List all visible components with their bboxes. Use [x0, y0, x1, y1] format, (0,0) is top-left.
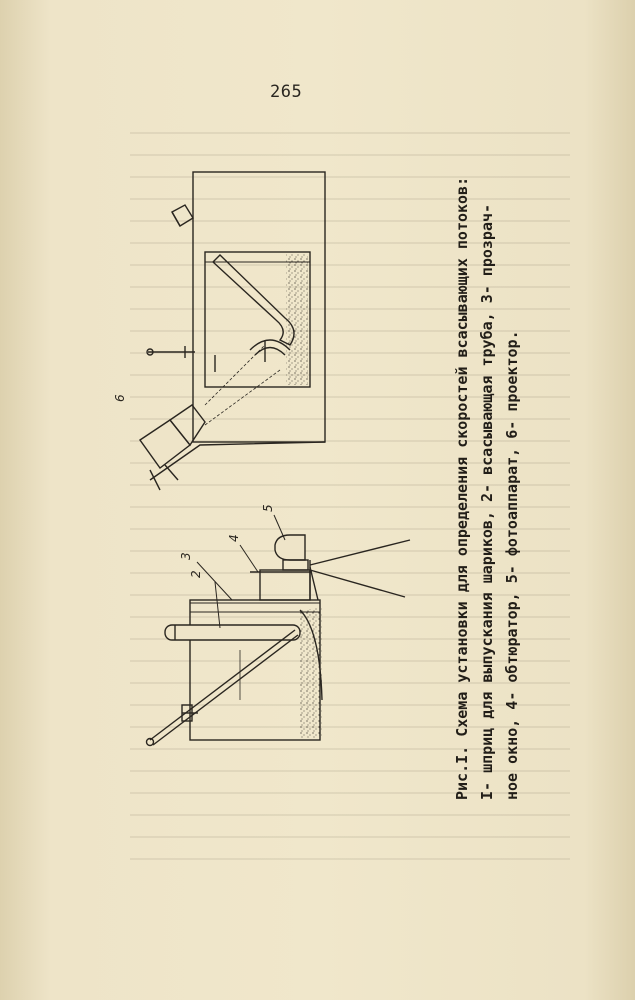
tube-end-edge [172, 212, 180, 226]
leader-tube [197, 562, 232, 600]
sand-layer-upper [286, 254, 308, 385]
light-beam [205, 345, 280, 425]
label-syringe: 2 [189, 570, 203, 578]
caption-line-3: ное окно, 4- обтюратор, 5- фотоаппарат, 6- проектор. [503, 330, 521, 800]
camera-mount [283, 560, 308, 570]
leader-syringe [215, 582, 220, 628]
flow-lines-b [255, 348, 285, 356]
upper-apparatus [140, 172, 325, 490]
camera-body [275, 535, 305, 560]
page-number: 265 [270, 82, 303, 102]
tripod-legs [310, 540, 410, 600]
label-camera: 5 [261, 504, 275, 512]
leader-shutter [240, 545, 258, 572]
projector-legs [150, 465, 178, 490]
tube-end-upper [172, 205, 193, 226]
label-tube: 3 [179, 552, 193, 560]
label-shutter: 4 [227, 534, 241, 542]
suction-tube-lower [165, 625, 300, 640]
syringe-lower-b [153, 635, 298, 745]
label-projector: 6 [113, 394, 127, 402]
figure-caption [450, 100, 525, 800]
syringe-lower [150, 630, 295, 740]
caption-line-2: I- шприц для выпускания шариков, 2- всасывающая труба, 3- прозрач- [478, 203, 496, 800]
leader-camera [274, 515, 285, 540]
lower-apparatus [147, 535, 411, 746]
suction-pipe-upper [213, 255, 294, 345]
projector-body [140, 420, 190, 468]
caption-line-1: Рис.I. Схема установки для определения скоростей всасывающих потоков: [453, 176, 471, 800]
shutter-housing [260, 570, 310, 600]
